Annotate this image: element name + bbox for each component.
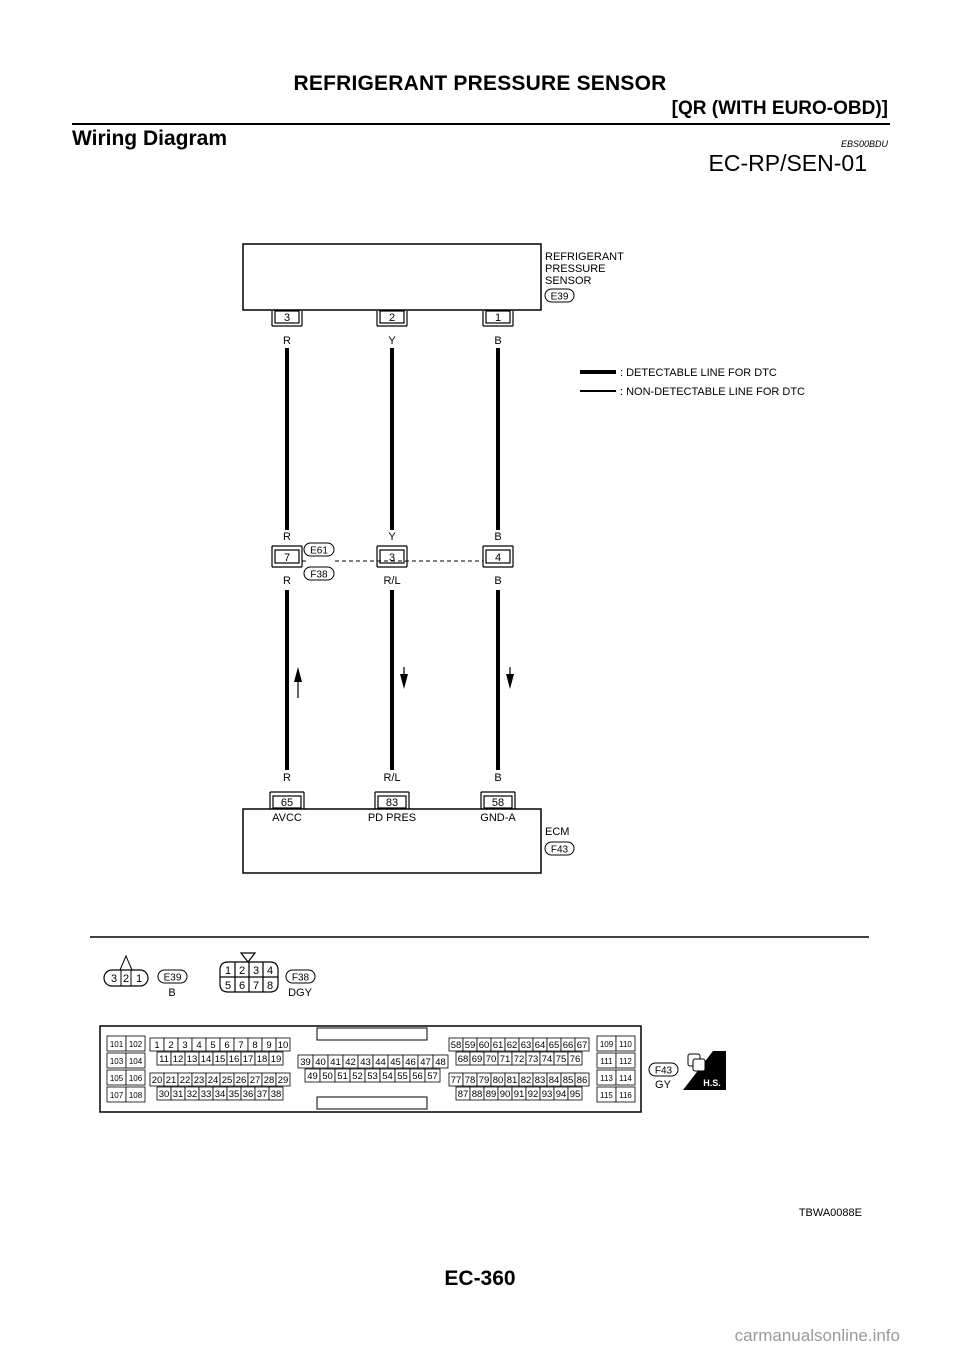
e39-pin: 1 — [135, 973, 143, 985]
junction-connector-bottom: F38 — [310, 569, 328, 581]
f43-pin-label: 62 — [506, 1040, 518, 1051]
f43-pin-label: 89 — [485, 1089, 497, 1100]
f43-pin-label: 1 — [154, 1040, 160, 1051]
f43-pin-label: 94 — [555, 1089, 567, 1100]
f43-pin-label: 9 — [266, 1040, 272, 1051]
f43-pin-label: 116 — [619, 1091, 632, 1100]
f43-pin-label: 8 — [252, 1040, 258, 1051]
f43-pin-label: 40 — [315, 1057, 326, 1068]
ecm-terminal-1: 65 — [280, 797, 294, 809]
f43-pin-label: 42 — [345, 1057, 356, 1068]
f43-pin-label: 59 — [464, 1040, 476, 1051]
f43-pin-label: 7 — [238, 1040, 244, 1051]
f38-pin: 3 — [252, 965, 260, 977]
f43-pin-label: 72 — [513, 1054, 525, 1065]
f43-pin-label: 37 — [256, 1089, 268, 1100]
f43-pin-label: 76 — [569, 1054, 581, 1065]
sensor-terminal-2: 2 — [388, 312, 396, 324]
f43-pin-label: 91 — [513, 1089, 525, 1100]
ecm-terminal-name-1: AVCC — [272, 812, 302, 824]
f43-pin-label: 95 — [569, 1089, 581, 1100]
f43-pin-label: 87 — [457, 1089, 469, 1100]
f43-pin-label: 113 — [600, 1074, 613, 1083]
junction-color-below-2: R/L — [383, 575, 401, 587]
f43-pin-label: 67 — [576, 1040, 588, 1051]
f43-pin-label: 92 — [527, 1089, 539, 1100]
f43-pin-label: 57 — [427, 1071, 438, 1082]
f43-pin-label: 110 — [619, 1040, 632, 1049]
f43-pin-label: 41 — [330, 1057, 341, 1068]
junction-connector-top: E61 — [310, 545, 328, 557]
f43-pin-label: 4 — [196, 1040, 202, 1051]
f43-pin-label: 109 — [599, 1040, 614, 1049]
arrow-down-icon — [400, 667, 408, 689]
f43-pin-label: 5 — [210, 1040, 216, 1051]
f43-pin-label: 48 — [435, 1057, 446, 1068]
sensor-terminal-1: 3 — [283, 312, 291, 324]
junction-terminal-2: 3 — [388, 552, 396, 564]
e39-color: B — [168, 987, 176, 999]
legend-detectable-label: : DETECTABLE LINE FOR DTC — [620, 367, 777, 379]
f43-pin-label: 60 — [478, 1040, 490, 1051]
ecm-terminal-3: 58 — [491, 797, 505, 809]
ecm-wire-color-2: R/L — [383, 772, 401, 784]
f43-pin-label: 44 — [375, 1057, 386, 1068]
f43-pin-label: 70 — [485, 1054, 497, 1065]
f43-pin-label: 21 — [165, 1075, 177, 1086]
f38-pin: 1 — [224, 965, 232, 977]
diagram-id: EC-RP/SEN-01 — [708, 150, 867, 176]
f43-pin-label: 90 — [499, 1089, 511, 1100]
watermark: carmanualsonline.info — [734, 1326, 900, 1345]
f43-pin-label: 65 — [548, 1040, 560, 1051]
f43-pin-label: 10 — [277, 1040, 289, 1051]
f43-pin-label: 105 — [109, 1074, 124, 1083]
junction-terminal-1: 7 — [283, 552, 291, 564]
f43-pin-label: 74 — [541, 1054, 553, 1065]
f43-pin-label: 46 — [405, 1057, 416, 1068]
sensor-connector-tag: E39 — [550, 291, 569, 303]
ecm-terminal-name-3: GND-A — [480, 812, 516, 824]
legend-non-detectable-label: : NON-DETECTABLE LINE FOR DTC — [620, 386, 805, 398]
f43-pin-label: 106 — [128, 1074, 143, 1083]
f43-pin-label: 39 — [300, 1057, 311, 1068]
f43-pin-label: 75 — [555, 1054, 567, 1065]
f43-pin-label: 11 — [159, 1054, 169, 1065]
f43-pin-label: 61 — [492, 1040, 504, 1051]
f43-pin-label: 107 — [109, 1091, 124, 1100]
e39-pin: 3 — [110, 973, 118, 985]
ecm-wire-color-3: B — [494, 772, 502, 784]
page-header-title: REFRIGERANT PRESSURE SENSOR — [293, 72, 667, 95]
f43-pin-label: 18 — [256, 1054, 268, 1065]
f43-pin-label: 103 — [109, 1057, 124, 1066]
f43-pin-label: 36 — [242, 1089, 254, 1100]
sensor-terminal-3: 1 — [494, 312, 502, 324]
sensor-wire-color-2: Y — [388, 335, 396, 347]
f43-pin-label: 6 — [224, 1040, 230, 1051]
f43-pin-label: 88 — [471, 1089, 483, 1100]
f43-pin-label: 69 — [471, 1054, 483, 1065]
f43-pin-label: 115 — [600, 1091, 613, 1100]
ecm-name: ECM — [545, 826, 570, 838]
sensor-name-line-3: SENSOR — [545, 275, 592, 287]
f43-pin-label: 47 — [420, 1057, 431, 1068]
f43-pin-label: 35 — [228, 1089, 240, 1100]
f43-color: GY — [655, 1079, 671, 1091]
f43-pin-label: 43 — [360, 1057, 371, 1068]
f43-pin-label: 19 — [270, 1054, 282, 1065]
f43-pin-label: 53 — [367, 1071, 378, 1082]
f38-view-tag: F38 — [291, 972, 310, 984]
f43-pin-label: 102 — [128, 1040, 143, 1049]
f43-pin-label: 25 — [221, 1075, 233, 1086]
ecm-connector-tag: F43 — [550, 844, 569, 856]
f43-pin-label: 38 — [270, 1089, 282, 1100]
f43-pin-label: 30 — [158, 1089, 170, 1100]
f38-pin: 8 — [266, 980, 274, 992]
f43-pin-label: 73 — [527, 1054, 539, 1065]
f43-pin-label: 83 — [534, 1075, 546, 1086]
f43-pin-label: 50 — [322, 1071, 333, 1082]
f43-pin-label: 85 — [562, 1075, 574, 1086]
f43-pin-label: 22 — [179, 1075, 191, 1086]
f43-pin-label: 112 — [619, 1057, 632, 1066]
f43-pin-label: 23 — [193, 1075, 205, 1086]
f43-pin-label: 27 — [249, 1075, 261, 1086]
f43-pin-label: 111 — [600, 1057, 613, 1066]
f43-pin-label: 66 — [562, 1040, 574, 1051]
hs-badge-text: H.S. — [703, 1078, 721, 1088]
arrow-up-icon — [294, 667, 302, 698]
ecm-wire-color-1: R — [283, 772, 291, 784]
junction-color-below-1: R — [283, 575, 291, 587]
sensor-name-line-1: REFRIGERANT — [545, 251, 624, 263]
f43-pin-label: 77 — [450, 1075, 462, 1086]
f43-pin-label: 108 — [128, 1091, 143, 1100]
f43-pin-label: 2 — [168, 1040, 174, 1051]
f43-pin-label: 17 — [242, 1054, 254, 1065]
f43-pin-label: 13 — [186, 1054, 198, 1065]
f43-pin-label: 86 — [576, 1075, 588, 1086]
figure-code: TBWA0088E — [798, 1207, 862, 1219]
f43-pin-label: 31 — [172, 1089, 184, 1100]
f43-pin-label: 49 — [307, 1071, 318, 1082]
f43-pin-label: 33 — [200, 1089, 212, 1100]
f43-pin-label: 78 — [464, 1075, 476, 1086]
f43-pin-label: 64 — [534, 1040, 546, 1051]
f43-pin-label: 32 — [186, 1089, 198, 1100]
f43-pin-label: 114 — [619, 1074, 632, 1083]
f38-pin: 4 — [266, 965, 274, 977]
section-title: Wiring Diagram — [72, 127, 227, 150]
f43-pin-label: 3 — [182, 1040, 188, 1051]
f43-pin-label: 45 — [390, 1057, 401, 1068]
ecm-terminal-name-2: PD PRES — [367, 812, 417, 824]
section-code: EBS00BDU — [840, 139, 888, 149]
f43-pin-label: 16 — [228, 1054, 240, 1065]
f38-pin: 2 — [238, 965, 246, 977]
f43-pin-label: 14 — [200, 1054, 212, 1065]
arrow-down-icon — [506, 667, 514, 689]
f43-pin-label: 20 — [151, 1075, 163, 1086]
f43-pin-label: 104 — [128, 1057, 143, 1066]
f43-pin-label: 58 — [450, 1040, 462, 1051]
f43-pin-label: 29 — [277, 1075, 289, 1086]
f43-pin-label: 26 — [235, 1075, 247, 1086]
e39-pin: 2 — [122, 973, 130, 985]
f43-pin-label: 81 — [506, 1075, 518, 1086]
page-number: EC-360 — [444, 1267, 516, 1290]
f43-pin-label: 24 — [207, 1075, 219, 1086]
sensor-wire-color-1: R — [283, 335, 291, 347]
f43-pin-label: 54 — [382, 1071, 393, 1082]
junction-terminal-3: 4 — [494, 552, 502, 564]
sensor-box — [243, 244, 541, 310]
f43-pin-label: 28 — [263, 1075, 275, 1086]
f43-view-tag: F43 — [654, 1065, 673, 1077]
f43-pin-label: 34 — [214, 1089, 226, 1100]
f43-pin-label: 55 — [397, 1071, 408, 1082]
f43-pin-label: 71 — [499, 1054, 511, 1065]
f38-pin: 5 — [224, 980, 232, 992]
junction-color-above-3: B — [494, 531, 502, 543]
f43-pin-label: 15 — [214, 1054, 226, 1065]
f43-pin-label: 80 — [492, 1075, 504, 1086]
f38-color: DGY — [288, 987, 312, 999]
f43-pin-label: 56 — [412, 1071, 423, 1082]
f38-pin: 6 — [238, 980, 246, 992]
f43-pin-label: 93 — [541, 1089, 553, 1100]
f43-pin-label: 52 — [352, 1071, 363, 1082]
f43-pin-label: 51 — [337, 1071, 348, 1082]
sensor-name-line-2: PRESSURE — [545, 263, 606, 275]
ecm-terminal-2: 83 — [385, 797, 399, 809]
f38-pin: 7 — [252, 980, 260, 992]
f43-pin-label: 63 — [520, 1040, 532, 1051]
junction-color-above-1: R — [283, 531, 291, 543]
f43-pin-label: 68 — [457, 1054, 469, 1065]
page-header-subtitle: [QR (WITH EURO-OBD)] — [671, 98, 888, 119]
f43-pin-label: 12 — [172, 1054, 184, 1065]
junction-color-below-3: B — [494, 575, 502, 587]
f43-pin-label: 79 — [478, 1075, 490, 1086]
sensor-wire-color-3: B — [494, 335, 502, 347]
f43-pin-label: 101 — [109, 1040, 124, 1049]
f43-pin-label: 82 — [520, 1075, 532, 1086]
f43-pin-label: 84 — [548, 1075, 560, 1086]
junction-color-above-2: Y — [388, 531, 396, 543]
e39-view-tag: E39 — [163, 972, 182, 984]
